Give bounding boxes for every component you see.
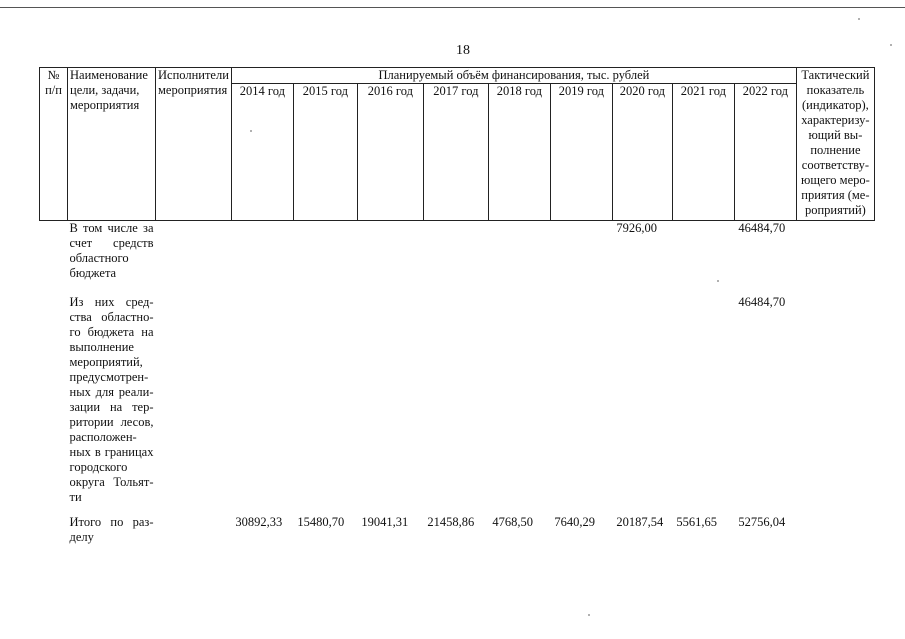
header-year: 2017 год [423,84,488,221]
row-name: Из них сред-ства областно-го бюджета на выполнение мероприятий, предусмотрен-ных для реали-зации на тер-ритории лесов, расположен-ных в границах городского округа Тольят-ти [69,294,154,504]
header-year: 2019 год [550,84,612,221]
table-row-section-total [40,515,875,555]
header-year: 2015 год [293,84,357,221]
cell-value [293,221,357,295]
cell-value: 5561,65 [676,514,718,529]
page-number: 18 [456,43,470,58]
header-year: 2020 год [612,84,672,221]
cell-value [550,221,612,295]
cell-value [423,295,488,515]
header-executors: Исполнители мероприятия [156,68,232,221]
cell-value: 21458,86 [427,514,475,529]
header-year: 2016 год [357,84,423,221]
cell-value: 46484,70 [738,294,786,309]
table-row-forest-measures [40,295,875,515]
table-row-regional-budget [40,221,875,295]
cell-value [488,221,550,295]
cell-value [550,295,612,515]
header-name: Наименование цели, задачи, мероприятия [68,68,156,221]
cell-value [231,295,293,515]
cell-value: 4768,50 [492,514,534,529]
cell-value: 30892,33 [235,514,283,529]
cell-value: 19041,31 [361,514,409,529]
cell-value: 7640,29 [554,514,596,529]
header-year: 2018 год [488,84,550,221]
scan-speck [588,614,590,616]
cell-value [423,221,488,295]
cell-value: 20187,54 [616,514,664,529]
row-name: Итого по раз-делу [69,514,154,544]
cell-value [357,295,423,515]
cell-value [612,295,672,515]
cell-value: 15480,70 [297,514,345,529]
cell-value [357,221,423,295]
cell-value: 7926,00 [616,221,658,235]
scan-top-border [0,7,905,8]
cell-value [231,221,293,295]
header-year: 2022 год [734,84,796,221]
header-year: 2021 год [672,84,734,221]
cell-value: 46484,70 [738,221,786,235]
cell-value [293,295,357,515]
scan-speck [858,18,860,20]
scan-speck [717,280,719,282]
scan-speck [890,44,892,46]
header-no: № п/п [40,68,68,221]
cell-value [488,295,550,515]
financing-table [39,67,875,555]
header-indicator: Тактический показатель (индикатор), характеризу-ющий вы-полнение соответству-ющего меро-приятия (ме-роприятий) [796,68,874,221]
row-name: В том числе за счет средств областного бюджета [69,221,154,280]
scan-speck [250,130,252,132]
header-planned-financing: Планируемый объём финансирования, тыс. рублей [231,68,796,84]
cell-value [672,295,734,515]
header-year: 2014 год [231,84,293,221]
cell-value [672,221,734,295]
cell-value: 52756,04 [738,514,786,529]
